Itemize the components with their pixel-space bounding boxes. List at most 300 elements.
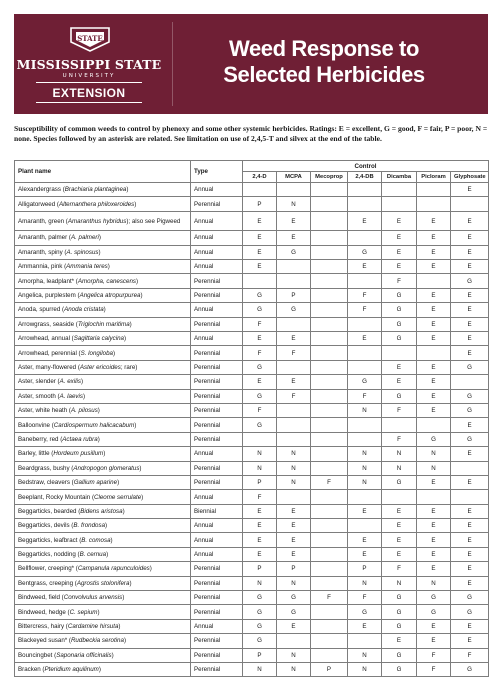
plant-common-name: Bittercress, hairy ( <box>18 623 68 631</box>
plant-name-cell <box>15 288 191 302</box>
rating-cell <box>348 432 382 446</box>
rating-cell <box>311 432 348 446</box>
plant-scientific-name: Ammania teres <box>66 263 108 271</box>
plant-common-name: Balloonvine ( <box>18 421 54 429</box>
plant-name-cell <box>15 591 191 605</box>
plant-name-cell <box>15 475 191 489</box>
rating-cell: G <box>382 475 417 489</box>
rating-cell: E <box>243 231 277 245</box>
column-header-herbicide: Picloram <box>417 172 451 183</box>
plant-name-suffix: ) <box>98 666 101 674</box>
rating-cell <box>451 461 489 475</box>
rating-cell: E <box>417 519 451 533</box>
plant-name-suffix: ) <box>122 507 125 515</box>
plant-common-name: Beardgrass, bushy ( <box>18 464 74 472</box>
rating-cell: E <box>417 360 451 374</box>
column-header-herbicide: Dicamba <box>382 172 417 183</box>
rating-cell <box>311 389 348 403</box>
logo-name: MISSISSIPPI STATE <box>16 57 162 72</box>
rating-cell: E <box>348 547 382 561</box>
rating-cell <box>311 562 348 576</box>
plant-scientific-name: Cardamine hirsuta <box>67 623 119 631</box>
plant-type-cell: Perennial <box>191 197 243 211</box>
rating-cell <box>451 375 489 389</box>
rating-cell: E <box>348 619 382 633</box>
table-row <box>15 562 489 576</box>
rating-cell <box>348 634 382 648</box>
rating-cell <box>277 260 311 274</box>
plant-name-suffix: ) <box>106 551 109 559</box>
plant-name-suffix: ) <box>103 450 106 458</box>
plant-type-cell: Annual <box>191 183 243 197</box>
rating-cell: E <box>417 389 451 403</box>
plant-type-cell: Perennial <box>191 389 243 403</box>
table-row <box>15 447 489 461</box>
rating-cell: E <box>277 547 311 561</box>
rating-cell: G <box>243 389 277 403</box>
table-row <box>15 605 489 619</box>
table-row <box>15 317 489 331</box>
rating-cell: G <box>417 432 451 446</box>
rating-cell: F <box>348 591 382 605</box>
plant-type-cell: Perennial <box>191 346 243 360</box>
column-header-plant: Plant name <box>15 161 191 183</box>
plant-scientific-name: Amorpha, canescens <box>77 277 136 285</box>
plant-name-suffix: ) <box>97 608 100 616</box>
plant-name-suffix: ) <box>98 248 101 256</box>
rating-cell: G <box>243 619 277 633</box>
rating-cell: F <box>311 591 348 605</box>
rating-cell: N <box>348 461 382 475</box>
rating-cell: E <box>243 211 277 231</box>
rating-cell <box>311 288 348 302</box>
plant-scientific-name: Cleome serrulate <box>94 493 142 501</box>
rating-cell: E <box>382 231 417 245</box>
rating-cell: E <box>417 475 451 489</box>
rating-cell: E <box>382 634 417 648</box>
table-row <box>15 591 489 605</box>
plant-name-cell <box>15 332 191 346</box>
table-row <box>15 183 489 197</box>
plant-type-cell: Perennial <box>191 432 243 446</box>
plant-name-suffix: ) <box>98 234 101 242</box>
rating-cell <box>277 360 311 374</box>
rating-cell: G <box>243 418 277 432</box>
plant-common-name: Barley, little ( <box>18 450 54 458</box>
rating-cell: E <box>417 375 451 389</box>
rating-cell <box>348 360 382 374</box>
plant-name-cell <box>15 346 191 360</box>
plant-type-cell: Perennial <box>191 663 243 677</box>
plant-common-name: Bellflower, creeping* ( <box>18 565 78 573</box>
rating-cell: G <box>382 317 417 331</box>
table-row <box>15 288 489 302</box>
rating-cell: E <box>382 245 417 259</box>
rating-cell: E <box>451 332 489 346</box>
plant-name-suffix: ) <box>97 407 100 415</box>
plant-common-name: Aster, many-flowered ( <box>18 363 80 371</box>
table-row <box>15 211 489 231</box>
rating-cell <box>417 346 451 360</box>
rating-cell: G <box>451 605 489 619</box>
rating-cell: E <box>417 303 451 317</box>
rating-cell: F <box>382 403 417 417</box>
rating-cell: F <box>451 648 489 662</box>
plant-scientific-name: Triglochin maritima <box>77 320 130 328</box>
rating-cell: E <box>382 375 417 389</box>
plant-name-suffix: ) <box>123 335 127 343</box>
plant-name-suffix: ) <box>129 579 132 587</box>
rating-cell: N <box>348 663 382 677</box>
plant-common-name: Bedstraw, cleavers ( <box>18 479 74 487</box>
rating-cell: E <box>277 231 311 245</box>
rating-cell: G <box>382 288 417 302</box>
plant-name-suffix: ) <box>83 392 86 400</box>
plant-common-name: Beggarticks, bearded ( <box>18 507 81 515</box>
column-header-type: Type <box>191 161 243 183</box>
rating-cell: E <box>417 288 451 302</box>
rating-cell: G <box>382 663 417 677</box>
table-row <box>15 519 489 533</box>
rating-cell: G <box>243 605 277 619</box>
rating-cell <box>311 183 348 197</box>
plant-name-cell <box>15 634 191 648</box>
rating-cell: E <box>243 547 277 561</box>
table-row <box>15 576 489 590</box>
plant-common-name: Beggarticks, leafbract ( <box>18 536 82 544</box>
plant-name-suffix: ) <box>107 263 110 271</box>
rating-cell: E <box>417 403 451 417</box>
header-banner <box>14 14 488 114</box>
plant-type-cell: Perennial <box>191 634 243 648</box>
rating-cell <box>311 504 348 518</box>
rating-cell: G <box>451 360 489 374</box>
plant-name-suffix: ) <box>134 421 137 429</box>
rating-cell: E <box>451 475 489 489</box>
rating-cell <box>277 403 311 417</box>
rating-cell: E <box>277 504 311 518</box>
rating-cell: N <box>277 663 311 677</box>
column-group-control: Control <box>243 161 489 172</box>
plant-scientific-name: Sagittaria calycina <box>73 335 124 343</box>
plant-type-cell: Annual <box>191 547 243 561</box>
plant-scientific-name: Bidens aristosa <box>80 507 123 515</box>
plant-scientific-name: Actaea rubra <box>62 435 98 443</box>
page-title-line2: Selected Herbicides <box>223 62 425 87</box>
plant-name-cell <box>15 562 191 576</box>
column-header-herbicide: Glyphosate <box>451 172 489 183</box>
rating-cell: G <box>451 403 489 417</box>
plant-scientific-name: Gallium aparine <box>73 479 118 487</box>
plant-type-cell: Perennial <box>191 360 243 374</box>
rating-cell: P <box>277 288 311 302</box>
table-row <box>15 648 489 662</box>
rating-cell: N <box>382 447 417 461</box>
column-header-herbicide: 2,4-D <box>243 172 277 183</box>
rating-cell <box>311 605 348 619</box>
plant-common-name: Bentgrass, creeping ( <box>18 579 77 587</box>
plant-common-name: Aster, white heath ( <box>18 407 71 415</box>
plant-name-suffix: ) <box>123 637 126 645</box>
plant-common-name: Amaranth, spiny ( <box>18 248 67 256</box>
plant-scientific-name: Campanula rapunculoides <box>77 565 150 573</box>
plant-name-cell <box>15 576 191 590</box>
rating-cell: F <box>417 663 451 677</box>
rating-cell: G <box>382 605 417 619</box>
rating-cell: E <box>451 288 489 302</box>
plant-type-cell: Annual <box>191 303 243 317</box>
plant-type-cell: Perennial <box>191 274 243 288</box>
plant-name-cell <box>15 648 191 662</box>
rating-cell: E <box>417 260 451 274</box>
plant-name-cell <box>15 231 191 245</box>
rating-cell: E <box>382 519 417 533</box>
plant-type-cell: Perennial <box>191 591 243 605</box>
rating-cell: G <box>243 591 277 605</box>
rating-cell: E <box>417 634 451 648</box>
rating-cell <box>311 245 348 259</box>
plant-name-cell <box>15 418 191 432</box>
plant-type-cell: Perennial <box>191 475 243 489</box>
rating-cell: E <box>382 533 417 547</box>
plant-scientific-name: Andropogon glomeratus <box>73 464 140 472</box>
plant-scientific-name: Amaranthus hybridus <box>67 217 127 225</box>
plant-type-cell: Annual <box>191 245 243 259</box>
table-row <box>15 332 489 346</box>
rating-cell <box>311 634 348 648</box>
rating-cell: G <box>382 619 417 633</box>
plant-name-cell <box>15 211 191 231</box>
table-row <box>15 403 489 417</box>
plant-common-name: Arrowhead, annual ( <box>18 335 74 343</box>
plant-type-cell: Annual <box>191 231 243 245</box>
banner-divider <box>172 22 173 106</box>
table-row <box>15 375 489 389</box>
plant-name-suffix: ); also see Pigweed <box>126 217 181 225</box>
intro-paragraph: Susceptibility of common weeds to control by phenoxy and some other systemic herbicides. Ratings: E = excellent, G = good, F = fair, P = poor, N = none. Species followed by an asterisk are related. See limitation on use of 2,4,5-T and silvex at the end of the table. <box>14 124 488 143</box>
rating-cell: E <box>417 619 451 633</box>
rating-cell: E <box>243 260 277 274</box>
page-title-line1: Weed Response to <box>228 36 419 61</box>
rating-cell <box>311 576 348 590</box>
plant-type-cell: Perennial <box>191 576 243 590</box>
rating-cell <box>277 317 311 331</box>
plant-scientific-name: Angelica atropurpurea <box>79 292 141 300</box>
rating-cell: E <box>417 211 451 231</box>
plant-common-name: Aster, smooth ( <box>18 392 60 400</box>
rating-cell: E <box>451 346 489 360</box>
rating-cell: G <box>277 303 311 317</box>
column-header-herbicide: MCPA <box>277 172 311 183</box>
rating-cell <box>311 317 348 331</box>
rating-cell: N <box>243 447 277 461</box>
plant-name-cell <box>15 245 191 259</box>
rating-cell <box>243 274 277 288</box>
rating-cell <box>417 274 451 288</box>
plant-name-cell <box>15 183 191 197</box>
rating-cell: N <box>417 447 451 461</box>
plant-name-cell <box>15 447 191 461</box>
plant-type-cell: Annual <box>191 619 243 633</box>
plant-name-cell <box>15 490 191 504</box>
rating-cell: E <box>348 533 382 547</box>
plant-name-cell <box>15 461 191 475</box>
plant-scientific-name: S. longiloba <box>80 349 113 357</box>
rating-cell: F <box>243 403 277 417</box>
rating-cell: G <box>243 303 277 317</box>
plant-type-cell: Annual <box>191 447 243 461</box>
plant-name-suffix: ) <box>103 306 106 314</box>
plant-scientific-name: A. palmeri <box>70 234 99 242</box>
rating-cell: E <box>451 533 489 547</box>
rating-cell: E <box>451 317 489 331</box>
table-row <box>15 432 489 446</box>
plant-name-cell <box>15 317 191 331</box>
plant-type-cell: Perennial <box>191 418 243 432</box>
table-body <box>15 183 489 677</box>
rating-cell: G <box>451 274 489 288</box>
rating-cell: F <box>311 475 348 489</box>
table-row <box>15 504 489 518</box>
rating-cell: G <box>243 360 277 374</box>
rating-cell: N <box>243 461 277 475</box>
rating-cell: F <box>243 346 277 360</box>
rating-cell <box>311 274 348 288</box>
rating-cell <box>277 432 311 446</box>
table-row <box>15 389 489 403</box>
rating-cell <box>348 197 382 211</box>
rating-cell: F <box>243 317 277 331</box>
rating-cell: F <box>348 288 382 302</box>
table-row <box>15 245 489 259</box>
plant-scientific-name: A. laevis <box>59 392 83 400</box>
plant-common-name: Amaranth, green ( <box>18 217 68 225</box>
plant-name-suffix: ) <box>134 200 137 208</box>
plant-type-cell: Annual <box>191 533 243 547</box>
rating-cell: N <box>417 461 451 475</box>
rating-cell: G <box>382 389 417 403</box>
rating-cell: E <box>348 211 382 231</box>
rating-cell: E <box>451 447 489 461</box>
rating-cell: E <box>451 183 489 197</box>
plant-name-cell <box>15 547 191 561</box>
rating-cell: E <box>348 504 382 518</box>
rating-cell: G <box>348 605 382 619</box>
plant-name-suffix: ) <box>141 493 144 501</box>
plant-type-cell: Annual <box>191 332 243 346</box>
rating-cell: E <box>417 317 451 331</box>
rating-cell: N <box>348 403 382 417</box>
plant-scientific-name: Cardiospermum halicacabum <box>53 421 135 429</box>
plant-scientific-name: A. spinosus <box>66 248 99 256</box>
rating-cell: N <box>417 576 451 590</box>
rating-cell <box>311 303 348 317</box>
plant-common-name: Baneberry, red ( <box>18 435 63 443</box>
rating-cell: P <box>277 562 311 576</box>
rating-cell <box>417 418 451 432</box>
rating-cell: N <box>277 197 311 211</box>
plant-common-name: Bouncingbet ( <box>18 651 57 659</box>
rating-cell: E <box>451 634 489 648</box>
rating-cell <box>417 183 451 197</box>
rating-cell: F <box>277 389 311 403</box>
rating-cell <box>277 418 311 432</box>
rating-cell: P <box>243 648 277 662</box>
rating-cell: N <box>382 576 417 590</box>
plant-common-name: Beggarticks, nodding ( <box>18 551 80 559</box>
plant-scientific-name: Alternanthera philoxeroides <box>58 200 135 208</box>
rating-cell: E <box>417 562 451 576</box>
rating-cell <box>382 197 417 211</box>
plant-name-cell <box>15 375 191 389</box>
table-row <box>15 360 489 374</box>
plant-name-suffix: ) <box>105 522 108 530</box>
rating-cell: E <box>382 547 417 561</box>
rating-cell <box>311 360 348 374</box>
plant-type-cell: Perennial <box>191 317 243 331</box>
plant-scientific-name: Pteridium aquilinum <box>44 666 99 674</box>
rating-cell <box>243 183 277 197</box>
plant-name-suffix: ) <box>149 565 152 573</box>
rating-cell: E <box>451 211 489 231</box>
rating-cell: E <box>382 360 417 374</box>
plant-name-suffix: ) <box>118 623 121 631</box>
table-row <box>15 619 489 633</box>
rating-cell <box>277 490 311 504</box>
plant-name-cell <box>15 619 191 633</box>
rating-cell: G <box>382 648 417 662</box>
herbicide-response-table <box>14 160 489 677</box>
plant-scientific-name: Anoda cristata <box>64 306 104 314</box>
rating-cell: E <box>451 231 489 245</box>
plant-type-cell: Perennial <box>191 648 243 662</box>
rating-cell <box>311 231 348 245</box>
logo-rule-top <box>36 82 142 83</box>
rating-cell: N <box>382 461 417 475</box>
rating-cell <box>311 490 348 504</box>
rating-cell <box>417 197 451 211</box>
plant-common-name: Blackeyed susan* ( <box>18 637 71 645</box>
rating-cell <box>348 317 382 331</box>
plant-common-name: Beeplant, Rocky Mountain ( <box>18 493 95 501</box>
rating-cell: N <box>348 576 382 590</box>
plant-name-suffix: ; rare) <box>120 363 138 371</box>
plant-name-suffix: ) <box>129 320 132 328</box>
rating-cell: E <box>417 231 451 245</box>
rating-cell: G <box>451 663 489 677</box>
rating-cell: E <box>417 332 451 346</box>
rating-cell: E <box>382 211 417 231</box>
plant-common-name: Bindweed, hedge ( <box>18 608 70 616</box>
plant-scientific-name: Hordeum pusillum <box>53 450 104 458</box>
table-row <box>15 260 489 274</box>
rating-cell: E <box>277 519 311 533</box>
logo-extension: EXTENSION <box>52 86 126 100</box>
plant-scientific-name: B. frondosa <box>73 522 106 530</box>
rating-cell: G <box>348 375 382 389</box>
plant-name-suffix: ) <box>117 479 120 487</box>
rating-cell: G <box>348 245 382 259</box>
rating-cell: G <box>451 432 489 446</box>
rating-cell: E <box>382 504 417 518</box>
rating-cell: E <box>382 260 417 274</box>
rating-cell: F <box>382 562 417 576</box>
table-row <box>15 634 489 648</box>
plant-scientific-name: A. pilosus <box>70 407 98 415</box>
logo-university: UNIVERSITY <box>62 73 116 79</box>
rating-cell <box>311 619 348 633</box>
plant-common-name: Beggarticks, devils ( <box>18 522 74 530</box>
